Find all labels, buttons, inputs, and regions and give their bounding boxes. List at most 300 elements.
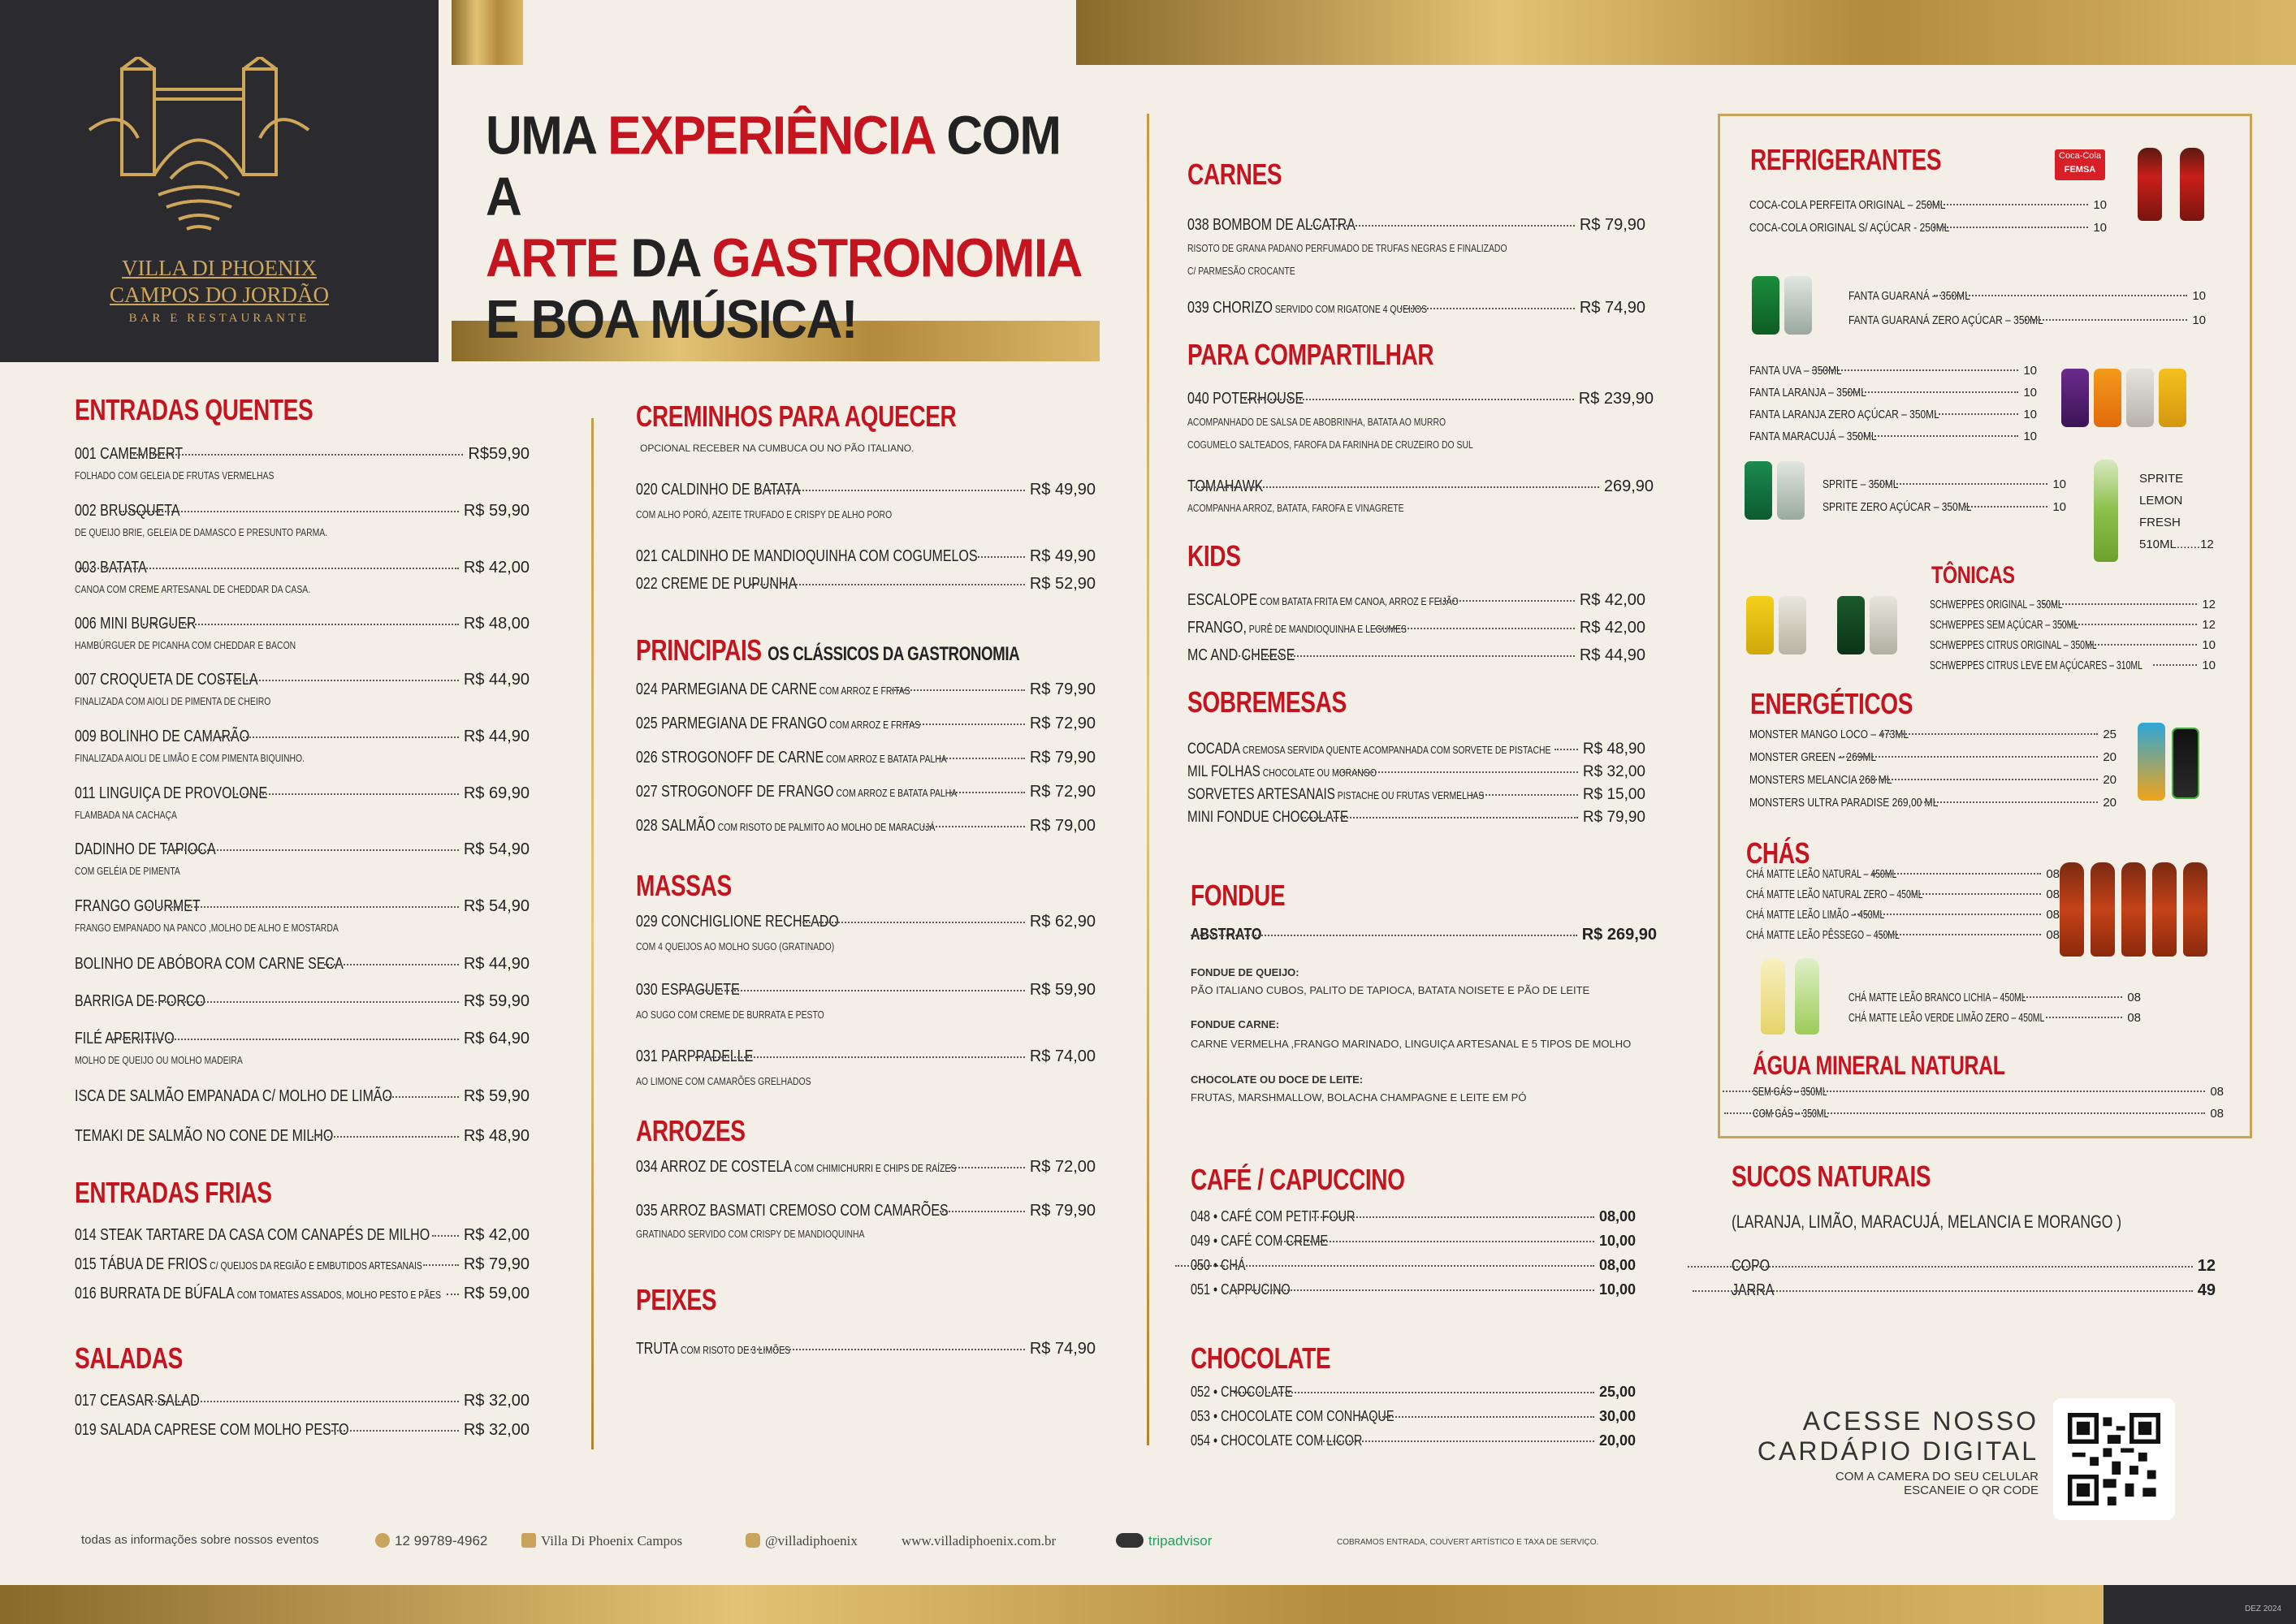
creminhos-note: OPCIONAL RECEBER NA CUMBUCA OU NO PÃO ITALIANO. — [640, 443, 915, 454]
dot-leader — [447, 1294, 459, 1295]
dot-leader — [79, 568, 459, 569]
fanta-laranja-zero-can-icon — [2126, 369, 2154, 427]
brand-name: VILLA DI PHOENIX — [122, 256, 317, 280]
dot-leader — [1854, 914, 2041, 915]
menu-item — [636, 481, 1096, 499]
item-price: 20 — [2103, 796, 2117, 810]
item-name: FANTA GUARANÁ – 350ML — [1848, 289, 1970, 303]
item-description: COM GELÉIA DE PIMENTA — [75, 865, 180, 877]
beverage-item — [1823, 477, 2066, 491]
dot-leader — [1235, 655, 1575, 657]
item-note: SERVIDO COM RIGATONE 4 QUEIJOS — [1272, 303, 1428, 315]
item-price: R$ 239,90 — [1578, 390, 1654, 408]
item-name: FILÉ APERITIVO — [75, 1030, 175, 1047]
item-name: CHÁ MATTE LEÃO PÊSSEGO – 450ML — [1746, 928, 1900, 942]
beverage-item — [1746, 928, 2060, 942]
coca-cola-bottle-icon — [2138, 148, 2162, 221]
item-price: R$ 48,00 — [463, 615, 530, 633]
item-name: SORVETES ARTESANAIS PISTACHE OU FRUTAS VERMELHAS — [1187, 786, 1485, 803]
schweppes-zero-can-icon — [1779, 596, 1806, 654]
item-price: R$ 64,90 — [463, 1030, 530, 1047]
beverage-item — [1749, 198, 2107, 212]
menu-item — [1187, 477, 1654, 496]
headline-accent: GASTRONOMIA — [711, 228, 1082, 289]
item-price: R$ 79,90 — [1029, 1202, 1096, 1220]
item-price: R$ 42,00 — [463, 1226, 530, 1244]
item-price: R$ 79,90 — [463, 1255, 530, 1273]
fondue-part-text: PÃO ITALIANO CUBOS, PALITO DE TAPIOCA, BATATA NOISETE E PÃO DE LEITE — [1191, 984, 1590, 996]
item-description: FLAMBADA NA CACHAÇA — [75, 809, 177, 821]
item-name: 029 CONCHIGLIONE RECHEADO — [636, 913, 839, 931]
item-description: CANOA COM CREME ARTESANAL DE CHEDDAR DA CASA. — [75, 583, 311, 595]
item-price: R$ 79,90 — [1582, 809, 1645, 826]
dot-leader — [1935, 413, 2019, 415]
item-price: R$ 62,90 — [1029, 913, 1096, 931]
item-name: CHÁ MATTE LEÃO BRANCO LICHIA – 450ML — [1848, 991, 2026, 1004]
beverage-item — [1749, 221, 2107, 235]
item-price: 10,00 — [1598, 1281, 1636, 1298]
item-description: FOLHADO COM GELEIA DE FRUTAS VERMELHAS — [75, 469, 275, 482]
item-price: 08,00 — [1598, 1257, 1636, 1273]
item-price: 10 — [2023, 408, 2037, 421]
dot-leader — [113, 1039, 458, 1040]
dot-leader — [2061, 624, 2197, 625]
footer-date: DEZ 2024 — [2244, 1605, 2281, 1613]
menu-item — [75, 992, 530, 1011]
menu-item — [75, 728, 530, 746]
item-description: AO SUGO COM CREME DE BURRATA E PESTO — [636, 1009, 824, 1021]
menu-item — [636, 1340, 1096, 1358]
item-price: 10 — [2093, 221, 2107, 235]
dot-leader — [1965, 506, 2047, 508]
item-name: 040 POTERHOUSE — [1187, 390, 1304, 408]
dot-leader — [904, 723, 1024, 725]
menu-item — [1191, 1408, 1636, 1425]
dot-leader — [679, 990, 1025, 991]
beverage-item — [1746, 908, 2060, 922]
fondue-part-label: FONDUE DE QUEIJO: — [1191, 966, 1299, 978]
item-price: 10 — [2093, 198, 2107, 212]
item-note: COM RISOTO DE PALMITO AO MOLHO DE MARACUJÁ — [715, 821, 936, 833]
femsa-logo — [2055, 149, 2105, 180]
item-price: 10 — [2023, 364, 2037, 378]
item-price: R$ 269,90 — [1581, 926, 1657, 944]
headline-text: UMA — [486, 106, 608, 166]
matte-leao-branco-bottle-icon — [1761, 958, 1785, 1034]
dot-leader — [1859, 779, 2098, 780]
principais-subtitle: OS CLÁSSICOS DA GASTRONOMIA — [767, 643, 1020, 665]
item-name: FRANGO, PURÊ DE MANDIOQUINHA E LEGUMES — [1187, 619, 1407, 637]
dot-leader — [1909, 893, 2041, 895]
item-name: 021 CALDINHO DE MANDIOQUINHA COM COGUMELOS — [636, 547, 978, 565]
beverage-item — [1930, 638, 2216, 652]
item-name: 030 ESPAGUETE — [636, 981, 740, 999]
dot-leader — [141, 624, 459, 625]
item-price: R$ 15,00 — [1582, 786, 1645, 803]
item-name: 048 • CAFÉ COM PETIT FOUR — [1191, 1208, 1356, 1224]
dot-leader — [1472, 794, 1578, 796]
item-price: R$ 59,90 — [463, 502, 530, 520]
menu-item — [75, 1392, 530, 1410]
sprite-lemon-bottle-icon — [2094, 460, 2118, 562]
digital-line: ESCANEIE O QR CODE — [1904, 1484, 2039, 1497]
menu-item — [1191, 1257, 1636, 1274]
item-note: COM ARROZ E BATATA PALHA — [833, 787, 958, 799]
dot-leader — [123, 454, 463, 456]
item-note: CHOCOLATE OU MORANGO — [1260, 767, 1377, 779]
dot-leader — [1191, 935, 1576, 936]
item-name: ABSTRATO — [1191, 926, 1262, 944]
dot-leader — [1812, 369, 2018, 371]
beverage-item — [1930, 618, 2216, 632]
menu-item — [636, 1202, 1096, 1220]
item-price: 49 — [2197, 1281, 2216, 1299]
section-title-chas: CHÁS — [1746, 836, 1810, 870]
header-gold-bar-left — [452, 0, 523, 65]
section-title-kids: KIDS — [1187, 539, 1241, 572]
item-price: 12 — [2197, 1257, 2216, 1275]
dot-leader — [742, 1349, 1024, 1350]
item-note: COM ARROZ E FRITAS — [827, 719, 921, 731]
item-name: TRUTA COM RISOTO DE 3 LIMÕES — [636, 1340, 791, 1358]
item-name: COCA-COLA PERFEITA ORIGINAL – 250ML — [1749, 198, 1946, 212]
dot-leader — [1843, 391, 2018, 393]
monster-mango-can-icon — [2138, 723, 2165, 801]
coca-cola-bottle-icon — [2180, 148, 2204, 221]
item-name: 027 STROGONOFF DE FRANGO COM ARROZ E BATATA PALHA — [636, 783, 958, 801]
headline — [486, 106, 1103, 351]
section-title-refrigerantes: REFRIGERANTES — [1750, 143, 1942, 176]
item-price: R$ 52,90 — [1029, 575, 1096, 593]
beverage-item — [1746, 867, 2060, 881]
item-price: 10 — [2192, 313, 2206, 327]
item-price: 12 — [2202, 618, 2216, 632]
item-name: 019 SALADA CAPRESE COM MOLHO PESTO — [75, 1421, 349, 1439]
item-name: 052 • CHOCOLATE — [1191, 1384, 1293, 1400]
dot-leader — [892, 689, 1025, 691]
item-name: JARRA — [1732, 1281, 1775, 1299]
dot-leader — [2046, 1017, 2123, 1018]
item-price: R$ 59,90 — [1029, 981, 1096, 999]
item-name: CHÁ MATTE LEÃO NATURAL ZERO – 450ML — [1746, 888, 1923, 901]
sprite-can-icon — [1745, 461, 1772, 520]
footer-info-text: todas as informações sobre nossos eventos — [81, 1533, 319, 1547]
headline-accent: ARTE — [486, 228, 618, 289]
monster-green-can-icon — [2172, 728, 2199, 799]
item-name: MIL FOLHAS CHOCOLATE OU MORANGO — [1187, 763, 1377, 780]
menu-item — [75, 445, 530, 464]
item-price: R$ 32,00 — [463, 1421, 530, 1439]
matte-leao-bottle-icon — [2091, 862, 2115, 957]
item-note: PURÊ DE MANDIOQUINHA E LEGUMES — [1246, 623, 1407, 635]
item-price: 10 — [2052, 500, 2066, 514]
beverage-item — [1749, 796, 2117, 810]
item-price: R$ 74,00 — [1029, 1047, 1096, 1065]
menu-item — [75, 897, 530, 916]
dot-leader — [1934, 295, 2187, 296]
footer-facebook[interactable] — [521, 1533, 682, 1549]
section-title-compartilhar: PARA COMPARTILHAR — [1187, 338, 1434, 371]
item-price: 20,00 — [1598, 1432, 1636, 1449]
item-name: ISCA DE SALMÃO EMPANADA C/ MOLHO DE LIMÃO — [75, 1087, 392, 1105]
item-name: 035 ARROZ BASMATI CREMOSO COM CAMARÕES — [636, 1202, 949, 1220]
footer-phone[interactable] — [375, 1533, 487, 1549]
item-note: PISTACHE OU FRUTAS VERMELHAS — [1334, 789, 1485, 801]
headline-text: COM A — [486, 106, 1061, 228]
footer-facebook-text: Villa Di Phoenix Campos — [541, 1533, 683, 1548]
footer-instagram[interactable] — [746, 1533, 858, 1549]
column-divider — [1147, 114, 1149, 1445]
item-price: R$ 79,90 — [1029, 749, 1096, 767]
femsa-logo-top: Coca-Cola — [2059, 151, 2101, 161]
dot-leader — [1337, 771, 1578, 773]
menu-item — [1191, 1281, 1636, 1298]
sprite-lemon-line: FRESH — [2139, 516, 2181, 529]
item-description: FINALIZADA AIOLI DE LIMÃO E COM PIMENTA BIQUINHO. — [75, 752, 305, 764]
item-name: 031 PARPPADELLE — [636, 1047, 754, 1065]
item-name: FANTA LARANJA ZERO AÇÚCAR – 350ML — [1749, 408, 1939, 421]
item-note: COM BATATA FRITA EM CANOA, ARROZ E FEIJÃO — [1257, 595, 1459, 607]
section-title-sucos: SUCOS NATURAIS — [1732, 1160, 1931, 1193]
item-price: 10 — [2023, 430, 2037, 443]
fondue-part-text: CARNE VERMELHA ,FRANGO MARINADO, LINGUIÇA ARTESANAL E 5 TIPOS DE MOLHO — [1191, 1038, 1632, 1050]
menu-item — [636, 1047, 1096, 1066]
menu-item — [1187, 646, 1645, 665]
item-name: 050 • CHÁ — [1191, 1257, 1246, 1273]
item-description: DE QUEIJO BRIE, GELEIA DE DAMASCO E PRESUNTO PARMA. — [75, 526, 328, 538]
footer-cover-note — [1337, 1538, 1598, 1547]
item-description: AO LIMONE COM CAMARÕES GRELHADOS — [636, 1075, 811, 1087]
sprite-lemon-line: 510ML — [2139, 538, 2177, 551]
item-name: TEMAKI DE SALMÃO NO CONE DE MILHO — [75, 1127, 334, 1145]
item-description: MOLHO DE QUEIJO OU MOLHO MADEIRA — [75, 1054, 243, 1066]
matte-leao-bottle-icon — [2121, 862, 2146, 957]
item-price: 269,90 — [1603, 477, 1654, 495]
item-description: RISOTO DE GRANA PADANO PERFUMADO DE TRUFAS NEGRAS E FINALIZADO — [1187, 242, 1507, 254]
dot-leader — [1321, 1440, 1594, 1442]
dot-leader — [2019, 996, 2122, 998]
section-title-energeticos: ENERGÉTICOS — [1750, 687, 1913, 720]
beverage-item — [1930, 659, 2216, 672]
fondue-part-text: FRUTAS, MARSHMALLOW, BOLACHA CHAMPAGNE E LEITE EM PÓ — [1191, 1091, 1527, 1104]
menu-item — [636, 715, 1096, 733]
digital-line: CARDÁPIO DIGITAL — [1757, 1436, 2039, 1466]
item-price: 08 — [2046, 928, 2060, 942]
section-title-massas: MASSAS — [636, 869, 732, 902]
dot-leader — [120, 511, 459, 512]
item-price: 10 — [2023, 386, 2037, 400]
beverage-item — [1749, 386, 2037, 400]
whatsapp-icon — [375, 1533, 390, 1548]
footer-website[interactable] — [902, 1533, 1056, 1549]
dot-leader — [937, 758, 1025, 759]
menu-item — [75, 784, 530, 803]
item-name: FANTA UVA – 350ML — [1749, 364, 1842, 378]
item-name: SEM GÁS – 350ML — [1753, 1085, 1827, 1099]
headline-text: E BOA MÚSICA! — [486, 289, 857, 351]
dot-leader — [423, 1264, 459, 1266]
item-name: MONSTERS ULTRA PARADISE 269,00 ML — [1749, 796, 1939, 810]
beverage-item — [1823, 500, 2066, 514]
menu-item — [1187, 809, 1645, 827]
item-price: R$ 54,90 — [463, 897, 530, 915]
item-price: R$ 69,90 — [463, 784, 530, 802]
item-name: 026 STROGONOFF DE CARNE COM ARROZ E BATATA PALHA — [636, 749, 947, 767]
section-title-principais — [636, 633, 1019, 667]
item-price: 10 — [2202, 659, 2216, 672]
item-price: 08 — [2210, 1107, 2224, 1121]
dot-leader — [1375, 628, 1575, 629]
section-title-creminhos: CREMINHOS PARA AQUECER — [636, 400, 957, 433]
dot-leader — [1933, 227, 2088, 228]
matte-leao-bottle-icon — [2183, 862, 2207, 957]
sucos-flavors: (LARANJA, LIMÃO, MARACUJÁ, MELANCIA E MORANGO ) — [1732, 1212, 2122, 1232]
item-name: 007 CROQUETA DE COSTELA — [75, 671, 258, 689]
tower-bridge-logo-icon — [81, 57, 317, 244]
menu-item — [1187, 591, 1645, 610]
item-name: COPO — [1732, 1257, 1771, 1275]
facebook-icon — [521, 1533, 536, 1548]
dot-leader — [218, 680, 459, 681]
sprite-lemon-line: LEMON — [2139, 494, 2183, 508]
item-name: MC AND CHEESE — [1187, 646, 1295, 664]
item-name: 025 PARMEGIANA DE FRANGO COM ARROZ E FRITAS — [636, 715, 921, 732]
dot-leader — [1312, 1216, 1594, 1218]
beverage-item — [1930, 598, 2216, 611]
logo-block — [0, 0, 439, 362]
instagram-icon — [746, 1533, 760, 1548]
menu-item — [1187, 299, 1645, 317]
qr-code[interactable] — [2053, 1398, 2175, 1520]
dot-leader — [1302, 817, 1578, 818]
item-name: 006 MINI BURGUER — [75, 615, 197, 633]
menu-item — [75, 615, 530, 633]
principais-title: PRINCIPAIS — [636, 633, 762, 667]
menu-item — [636, 680, 1096, 699]
item-price: R$ 59,00 — [463, 1285, 530, 1302]
item-note: C/ QUEIJOS DA REGIÃO E EMBUTIDOS ARTESANAIS — [207, 1259, 422, 1272]
dot-leader — [1554, 749, 1577, 750]
section-title-entradas-frias: ENTRADAS FRIAS — [75, 1176, 272, 1209]
item-name: 053 • CHOCOLATE COM CONHAQUE — [1191, 1408, 1394, 1424]
dot-leader — [1724, 1112, 2205, 1114]
item-note: COM TOMATES ASSADOS, MOLHO PESTO E PÃES — [234, 1289, 441, 1301]
item-name: 015 TÁBUA DE FRIOS C/ QUEIJOS DA REGIÃO E EMBUTIDOS ARTESANAIS — [75, 1255, 422, 1273]
item-price: R$ 49,90 — [1029, 481, 1096, 499]
item-name: SCHWEPPES CITRUS ORIGINAL – 350ML — [1930, 638, 2097, 652]
item-price: 10 — [2192, 289, 2206, 303]
beverage-item — [1753, 1107, 2224, 1121]
item-price: R$ 44,90 — [463, 955, 530, 973]
menu-item — [1187, 619, 1645, 637]
item-name: 016 BURRATA DE BÚFALA COM TOMATES ASSADOS, MOLHO PESTO E PÃES — [75, 1285, 441, 1302]
section-title-entradas-quentes: ENTRADAS QUENTES — [75, 393, 313, 426]
item-description: FINALIZADA COM AIOLI DE PIMENTA DE CHEIRO — [75, 695, 271, 707]
dot-leader — [1278, 1241, 1594, 1242]
menu-item — [75, 502, 530, 520]
item-price: R$ 42,00 — [1579, 591, 1645, 609]
menu-item — [75, 559, 530, 577]
digital-menu-text — [1754, 1406, 2039, 1497]
fondue-part-label: CHOCOLATE OU DOCE DE LEITE: — [1191, 1073, 1364, 1086]
item-name: ESCALOPE COM BATATA FRITA EM CANOA, ARROZ E FEIJÃO — [1187, 591, 1459, 609]
menu-item — [636, 749, 1096, 767]
item-price: R$ 44,90 — [463, 728, 530, 745]
item-price: R$ 72,00 — [1029, 1158, 1096, 1176]
item-description: COM 4 QUEIJOS AO MOLHO SUGO (GRATINADO) — [636, 940, 835, 952]
item-name: MONSTERS MELANCIA 268 ML — [1749, 773, 1892, 787]
dot-leader — [1723, 1091, 2205, 1092]
section-title-fondue: FONDUE — [1191, 879, 1286, 912]
fondue-part-label: FONDUE CARNE: — [1191, 1018, 1280, 1030]
item-price: R$ 48,90 — [463, 1127, 530, 1145]
item-name: 009 BOLINHO DE CAMARÃO — [75, 728, 250, 745]
item-price: R$ 79,00 — [1029, 817, 1096, 835]
dot-leader — [145, 906, 458, 908]
menu-item — [1187, 216, 1645, 235]
menu-item — [636, 575, 1096, 594]
item-name: SCHWEPPES SEM AÇÚCAR – 350ML — [1930, 618, 2079, 632]
item-description: GRATINADO SERVIDO COM CRISPY DE MANDIOQUINHA — [636, 1228, 865, 1240]
item-name: 002 BRUSQUETA — [75, 502, 180, 520]
section-title-cafe: CAFÉ / CAPUCCINO — [1191, 1163, 1405, 1196]
fanta-maracuja-can-icon — [2159, 369, 2186, 427]
footer-tripadvisor[interactable] — [1116, 1533, 1212, 1549]
dot-leader — [1688, 1266, 2193, 1268]
item-description: ACOMPANHADO DE SALSA DE ABOBRINHA, BATATA AO MURRO — [1187, 416, 1446, 428]
item-price: R$ 72,90 — [1029, 715, 1096, 732]
dot-leader — [1194, 486, 1599, 488]
digital-line: COM A CAMERA DO SEU CELULAR — [1835, 1470, 2039, 1484]
dot-leader — [755, 490, 1025, 491]
header-gold-bar-right — [1076, 0, 2296, 65]
item-name: FANTA LARANJA – 350ML — [1749, 386, 1866, 400]
sprite-lemon-label: SPRITE LEMON FRESH 510ML.......12 — [2139, 468, 2214, 555]
item-name: CHÁ MATTE LEÃO NATURAL – 450ML — [1746, 867, 1897, 881]
item-price: 08 — [2046, 888, 2060, 901]
beverage-item — [1753, 1085, 2224, 1099]
item-price: R$ 59,90 — [463, 992, 530, 1010]
item-name: 020 CALDINHO DE BATATA — [636, 481, 801, 499]
item-name: DADINHO DE TAPIOCA — [75, 840, 216, 858]
menu-item — [636, 783, 1096, 801]
item-price: 20 — [2103, 773, 2117, 787]
item-name: MONSTER MANGO LOCO – 473ML — [1749, 728, 1909, 741]
dot-leader — [1880, 733, 2099, 735]
beverage-item — [1848, 313, 2206, 327]
dot-leader — [1874, 483, 2048, 485]
schweppes-citrus-can-icon — [1837, 596, 1865, 654]
item-price: R$ 42,00 — [463, 559, 530, 577]
dot-leader — [1693, 1290, 2192, 1292]
item-price: 08 — [2127, 1011, 2141, 1025]
dot-leader — [975, 556, 1024, 558]
item-description: C/ PARMESÃO CROCANTE — [1187, 265, 1295, 277]
dot-leader — [1175, 1265, 1594, 1267]
item-note: COM RISOTO DE 3 LIMÕES — [678, 1344, 791, 1356]
section-title-chocolate: CHOCOLATE — [1191, 1341, 1331, 1375]
beverage-item — [1749, 430, 2037, 443]
item-name: 028 SALMÃO COM RISOTO DE PALMITO AO MOLHO DE MARACUJÁ — [636, 817, 936, 835]
dot-leader — [229, 793, 458, 795]
item-name: COM GÁS – 350ML — [1753, 1107, 1829, 1121]
menu-item — [1187, 763, 1645, 781]
dot-leader — [324, 964, 458, 965]
dot-leader — [145, 1401, 459, 1402]
menu-item — [1187, 786, 1645, 804]
item-name: BARRIGA DE PORCO — [75, 992, 205, 1010]
sprite-lemon-line: SPRITE — [2139, 472, 2184, 486]
